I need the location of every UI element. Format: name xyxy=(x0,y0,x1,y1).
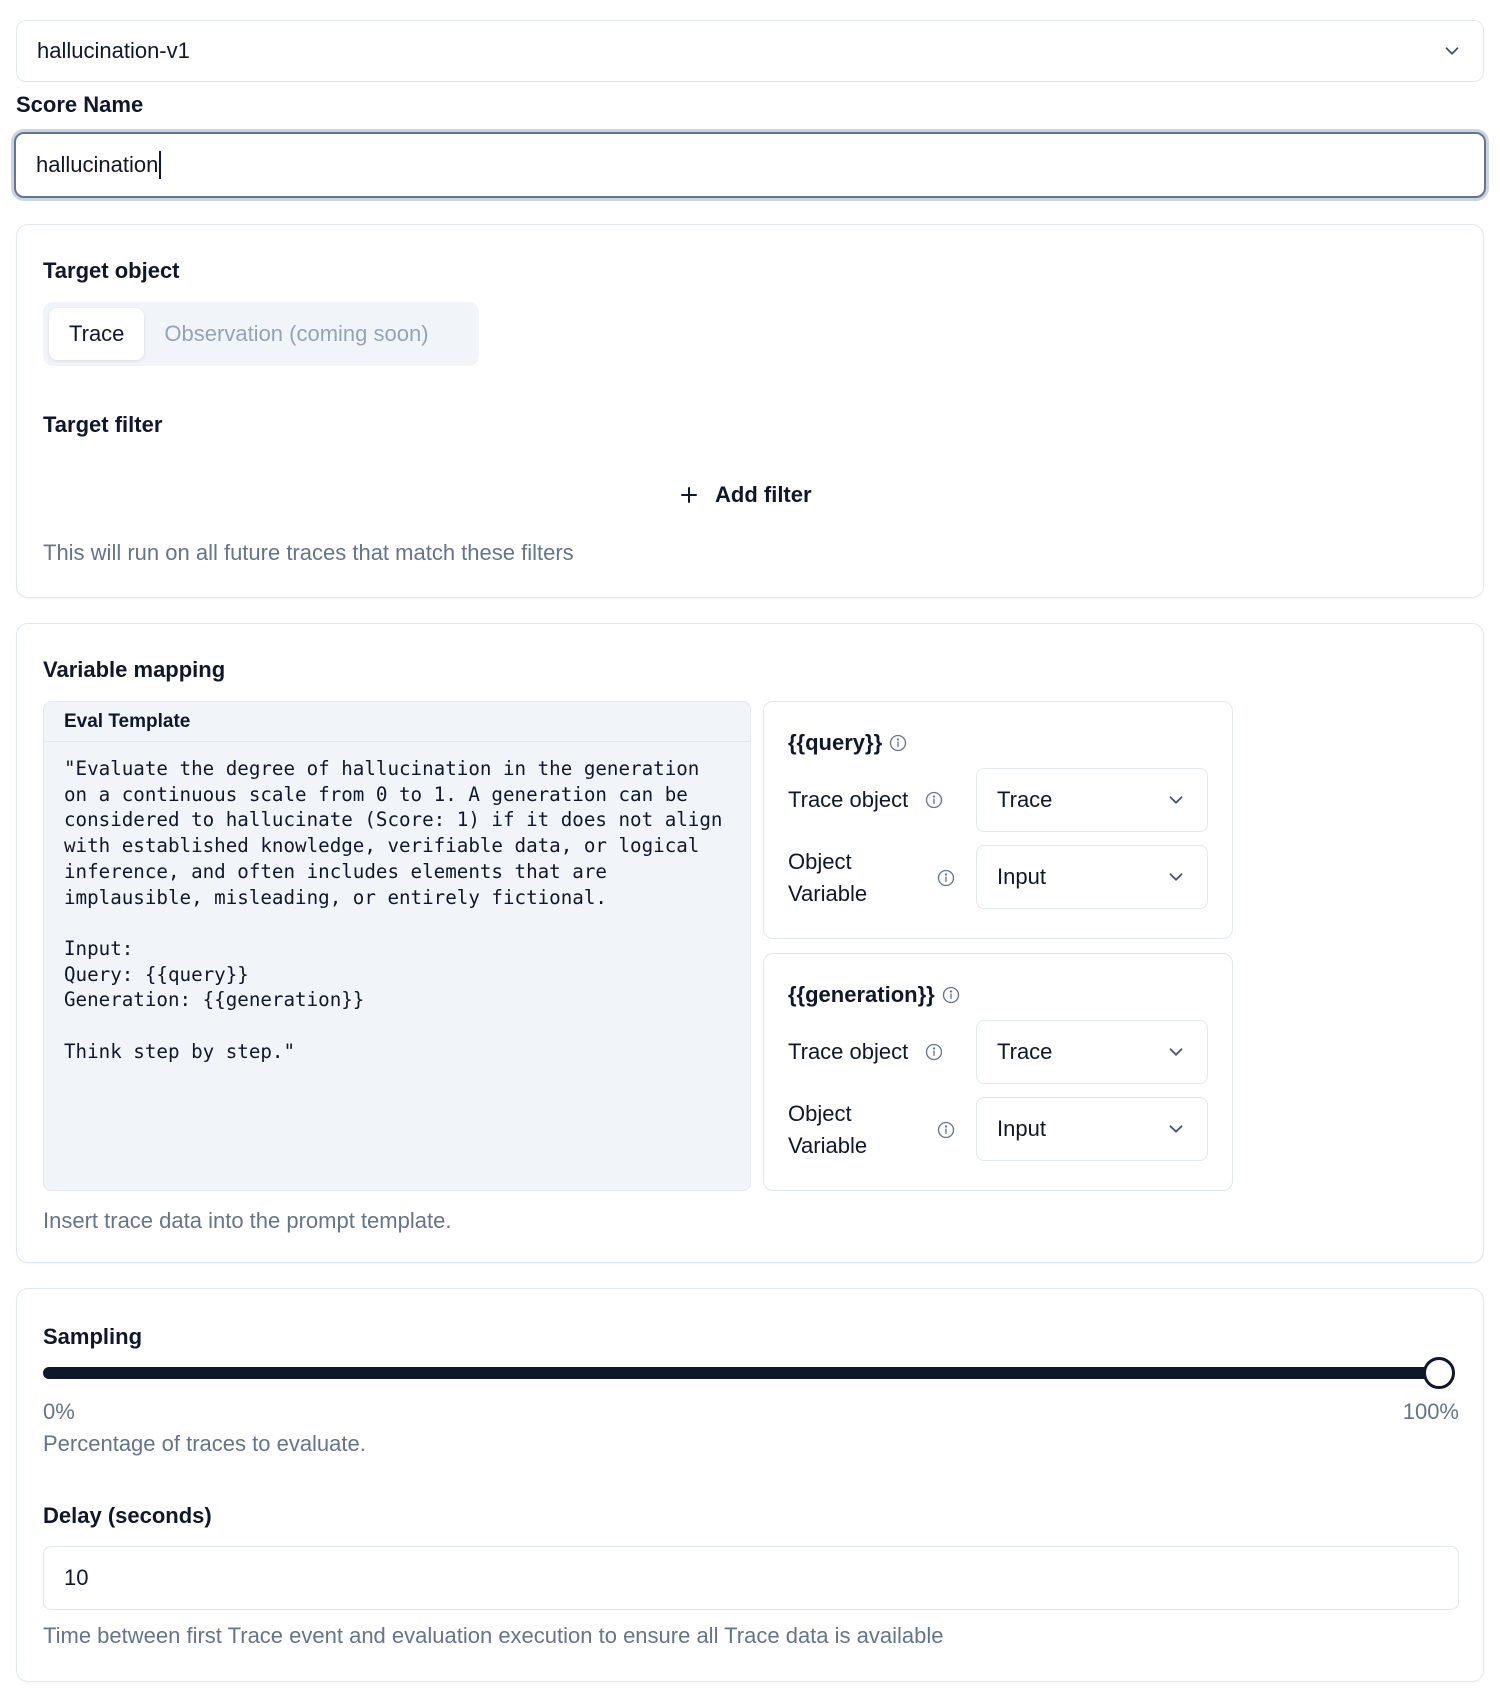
object-variable-label xyxy=(788,846,867,910)
eval-template-text: "Evaluate the degree of hallucination in the generation on a continuous scale from 0 to 1. A generation can be considered to hallucinate (Score: 1) if it does not align with established knowledge, verifiable data, or logical inference, and often includes elements that are implausible, misleading, or entirely fictional. Input: Query: {{query}} Generation: {{generation}} Think step by step." xyxy=(64,757,723,1063)
object-variable-label-line1: Object xyxy=(788,1101,852,1126)
add-filter-button[interactable] xyxy=(677,475,812,515)
variable-name xyxy=(788,730,908,756)
variable-mapping-label: Variable mapping xyxy=(43,657,226,682)
object-variable-label-line2: Variable xyxy=(788,1133,868,1158)
object-variable-select[interactable] xyxy=(976,1097,1208,1161)
object-variable-value: Input xyxy=(997,1116,1046,1141)
delay-value: 10 xyxy=(64,1565,89,1590)
trace-object-select[interactable] xyxy=(976,768,1208,832)
info-icon[interactable] xyxy=(941,985,961,1005)
info-icon[interactable] xyxy=(924,1042,944,1062)
plus-icon xyxy=(677,483,701,507)
trace-object-select[interactable] xyxy=(976,1020,1208,1084)
trace-object-label: Trace object xyxy=(788,1039,909,1064)
template-select-value: hallucination-v1 xyxy=(37,38,190,63)
object-variable-label xyxy=(788,1098,867,1162)
variable-card-query xyxy=(763,701,1233,939)
target-filter-help: This will run on all future traces that match these filters xyxy=(43,540,574,565)
variable-name xyxy=(788,982,961,1008)
info-icon[interactable] xyxy=(888,733,908,753)
variable-card-generation xyxy=(763,953,1233,1191)
score-name-label: Score Name xyxy=(16,92,144,117)
score-name-input[interactable] xyxy=(14,132,1486,198)
chevron-down-icon xyxy=(1165,866,1187,888)
delay-label: Delay (seconds) xyxy=(43,1503,212,1528)
tab-observation[interactable]: Observation (coming soon) xyxy=(164,321,429,346)
sampling-slider-track[interactable] xyxy=(43,1367,1443,1379)
sampling-slider-thumb[interactable] xyxy=(1423,1357,1455,1389)
trace-object-value: Trace xyxy=(997,787,1053,812)
text-caret xyxy=(159,151,161,179)
sampling-label: Sampling xyxy=(43,1324,143,1349)
chevron-down-icon xyxy=(1165,1118,1187,1140)
variable-mapping-help: Insert trace data into the prompt template. xyxy=(43,1208,452,1233)
target-card xyxy=(16,224,1484,598)
info-icon[interactable] xyxy=(936,1120,956,1140)
object-variable-select[interactable] xyxy=(976,845,1208,909)
sampling-card xyxy=(16,1288,1484,1682)
template-select[interactable] xyxy=(16,20,1484,82)
delay-help: Time between first Trace event and evaluation execution to ensure all Trace data is available xyxy=(43,1623,944,1648)
object-variable-label-line1: Object xyxy=(788,849,852,874)
info-icon[interactable] xyxy=(936,868,956,888)
score-name-value: hallucination xyxy=(36,152,159,177)
chevron-down-icon xyxy=(1165,789,1187,811)
sampling-min-label: 0% xyxy=(43,1399,75,1424)
sampling-max-label: 100% xyxy=(1402,1399,1459,1424)
object-variable-label-line2: Variable xyxy=(788,881,868,906)
delay-input[interactable] xyxy=(43,1546,1459,1610)
chevron-down-icon xyxy=(1165,1041,1187,1063)
target-filter-label: Target filter xyxy=(43,412,163,437)
sampling-help: Percentage of traces to evaluate. xyxy=(43,1431,366,1456)
add-filter-label: Add filter xyxy=(715,482,812,507)
target-object-label: Target object xyxy=(43,258,180,283)
variable-name-text: {{query}} xyxy=(788,730,883,755)
eval-template-box xyxy=(43,701,751,1191)
variable-name-text: {{generation}} xyxy=(788,982,935,1007)
tab-trace[interactable]: Trace xyxy=(49,308,144,360)
eval-template-header: Eval Template xyxy=(44,702,750,742)
chevron-down-icon xyxy=(1441,40,1463,62)
variable-mapping-card xyxy=(16,623,1484,1263)
target-object-tabs xyxy=(43,302,479,366)
info-icon[interactable] xyxy=(924,790,944,810)
object-variable-value: Input xyxy=(997,864,1046,889)
trace-object-value: Trace xyxy=(997,1039,1053,1064)
trace-object-label: Trace object xyxy=(788,787,909,812)
